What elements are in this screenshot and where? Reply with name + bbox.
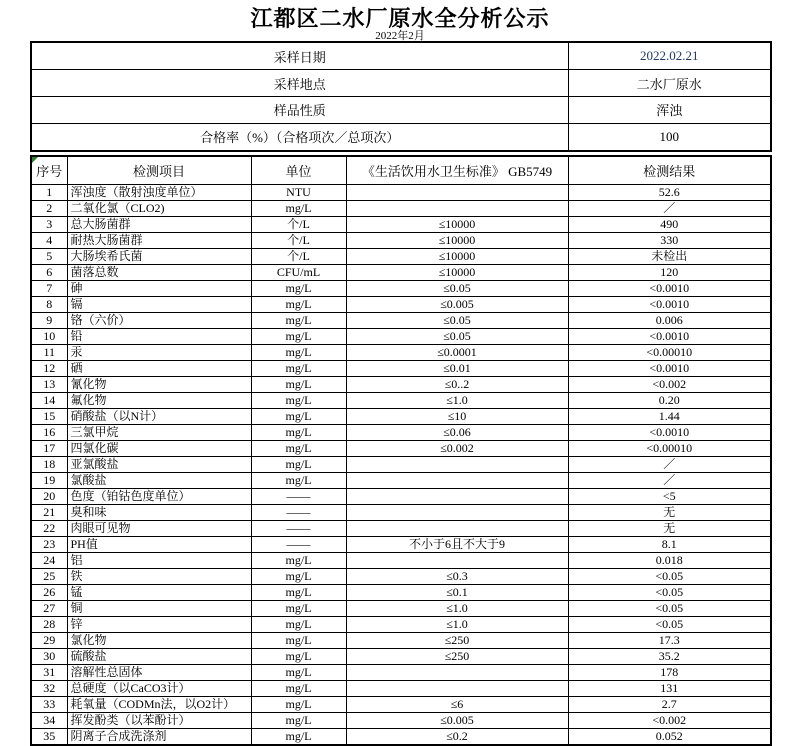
cell-index: 2 <box>31 201 67 217</box>
cell-item: 氯酸盐 <box>67 473 251 489</box>
cell-result: <0.00010 <box>568 441 771 457</box>
cell-standard: ≤0.3 <box>346 569 568 585</box>
cell-unit: mg/L <box>251 329 346 345</box>
cell-standard: ≤0.005 <box>346 713 568 729</box>
cell-unit: mg/L <box>251 681 346 697</box>
cell-unit: mg/L <box>251 697 346 713</box>
table-row <box>31 665 771 681</box>
cell-unit: mg/L <box>251 601 346 617</box>
table-row <box>31 313 771 329</box>
cell-index: 18 <box>31 457 67 473</box>
cell-unit: mg/L <box>251 633 346 649</box>
cell-unit: —— <box>251 505 346 521</box>
cell-index: 24 <box>31 553 67 569</box>
cell-unit: CFU/mL <box>251 265 346 281</box>
cell-index: 32 <box>31 681 67 697</box>
page-subtitle: 2022年2月 <box>375 30 425 42</box>
cell-standard: ≤1.0 <box>346 601 568 617</box>
cell-index: 22 <box>31 521 67 537</box>
results-header-row <box>31 156 771 185</box>
cell-standard: ≤0.05 <box>346 313 568 329</box>
cell-index: 16 <box>31 425 67 441</box>
cell-result: <5 <box>568 489 771 505</box>
cell-standard: ≤0.1 <box>346 585 568 601</box>
cell-item: 氰化物 <box>67 377 251 393</box>
cell-index: 27 <box>31 601 67 617</box>
cell-item: 锌 <box>67 617 251 633</box>
cell-unit: mg/L <box>251 473 346 489</box>
cell-index: 14 <box>31 393 67 409</box>
cell-standard <box>346 201 568 217</box>
table-row <box>31 377 771 393</box>
table-row <box>31 361 771 377</box>
cell-standard: ≤10000 <box>346 265 568 281</box>
cell-unit: mg/L <box>251 585 346 601</box>
cell-standard <box>346 681 568 697</box>
info-label: 采样日期 <box>31 42 568 70</box>
cell-unit: mg/L <box>251 617 346 633</box>
cell-item: 色度（铂钴色度单位） <box>67 489 251 505</box>
table-row <box>31 345 771 361</box>
info-label: 样品性质 <box>31 96 568 123</box>
cell-standard <box>346 457 568 473</box>
table-row <box>31 297 771 313</box>
cell-standard: ≤0.0001 <box>346 345 568 361</box>
info-label: 采样地点 <box>31 70 568 97</box>
cell-standard: 不小于6且不大于9 <box>346 537 568 553</box>
cell-result: <0.05 <box>568 569 771 585</box>
cell-result: 8.1 <box>568 537 771 553</box>
cell-unit: NTU <box>251 185 346 201</box>
cell-item: 耗氧量（CODMn法，以O2计） <box>67 697 251 713</box>
cell-unit: mg/L <box>251 409 346 425</box>
cell-standard <box>346 489 568 505</box>
cell-standard: ≤10 <box>346 409 568 425</box>
cell-item: 菌落总数 <box>67 265 251 281</box>
table-row <box>31 201 771 217</box>
cell-standard: ≤6 <box>346 697 568 713</box>
cell-result: 330 <box>568 233 771 249</box>
cell-result: ／ <box>568 473 771 489</box>
cell-result: ／ <box>568 457 771 473</box>
cell-item: 汞 <box>67 345 251 361</box>
cell-item: 铬（六价） <box>67 313 251 329</box>
table-row <box>31 409 771 425</box>
cell-unit: mg/L <box>251 345 346 361</box>
table-row <box>31 633 771 649</box>
cell-index: 3 <box>31 217 67 233</box>
cell-unit: mg/L <box>251 569 346 585</box>
excel-corner-marker-icon <box>32 157 38 163</box>
cell-standard: ≤1.0 <box>346 617 568 633</box>
cell-index: 35 <box>31 729 67 746</box>
cell-standard <box>346 505 568 521</box>
cell-standard: ≤10000 <box>346 249 568 265</box>
cell-item: 铝 <box>67 553 251 569</box>
cell-unit: 个/L <box>251 249 346 265</box>
cell-item: 大肠埃希氏菌 <box>67 249 251 265</box>
cell-result: <0.05 <box>568 601 771 617</box>
cell-standard: ≤0.2 <box>346 729 568 746</box>
cell-item: 镉 <box>67 297 251 313</box>
table-row <box>31 457 771 473</box>
info-value: 2022.02.21 <box>568 42 771 70</box>
cell-unit: mg/L <box>251 665 346 681</box>
cell-index: 13 <box>31 377 67 393</box>
cell-unit: mg/L <box>251 441 346 457</box>
table-row <box>31 713 771 729</box>
info-row <box>31 42 771 70</box>
table-row <box>31 233 771 249</box>
cell-unit: mg/L <box>251 425 346 441</box>
cell-item: 肉眼可见物 <box>67 521 251 537</box>
cell-standard: ≤0.05 <box>346 329 568 345</box>
cell-result: <0.05 <box>568 585 771 601</box>
col-header-item: 检测项目 <box>67 156 251 185</box>
table-row <box>31 505 771 521</box>
cell-item: 锰 <box>67 585 251 601</box>
table-row <box>31 681 771 697</box>
table-row <box>31 249 771 265</box>
cell-standard <box>346 521 568 537</box>
cell-index: 28 <box>31 617 67 633</box>
cell-result: 0.018 <box>568 553 771 569</box>
cell-unit: mg/L <box>251 377 346 393</box>
cell-unit: mg/L <box>251 313 346 329</box>
cell-standard <box>346 665 568 681</box>
cell-index: 20 <box>31 489 67 505</box>
cell-unit: —— <box>251 489 346 505</box>
cell-index: 5 <box>31 249 67 265</box>
cell-result: <0.0010 <box>568 361 771 377</box>
table-row <box>31 473 771 489</box>
table-row <box>31 521 771 537</box>
cell-unit: —— <box>251 521 346 537</box>
info-table <box>30 41 772 152</box>
cell-item: 砷 <box>67 281 251 297</box>
cell-result: 未检出 <box>568 249 771 265</box>
cell-result: 490 <box>568 217 771 233</box>
cell-standard: ≤10000 <box>346 233 568 249</box>
cell-unit: mg/L <box>251 729 346 746</box>
cell-index: 12 <box>31 361 67 377</box>
col-header-standard: 《生活饮用水卫生标准》 GB5749 <box>346 156 568 185</box>
col-header-unit: 单位 <box>251 156 346 185</box>
cell-result: 无 <box>568 521 771 537</box>
cell-index: 15 <box>31 409 67 425</box>
cell-index: 17 <box>31 441 67 457</box>
cell-unit: mg/L <box>251 457 346 473</box>
cell-result: 0.20 <box>568 393 771 409</box>
cell-item: 铅 <box>67 329 251 345</box>
cell-index: 29 <box>31 633 67 649</box>
cell-item: 二氧化氯（CLO2) <box>67 201 251 217</box>
cell-standard: ≤0.06 <box>346 425 568 441</box>
cell-result: 131 <box>568 681 771 697</box>
cell-standard: ≤250 <box>346 633 568 649</box>
cell-result: <0.0010 <box>568 329 771 345</box>
cell-item: 氯化物 <box>67 633 251 649</box>
results-table <box>30 155 772 746</box>
table-row <box>31 425 771 441</box>
table-row <box>31 697 771 713</box>
table-row <box>31 729 771 746</box>
table-row <box>31 329 771 345</box>
cell-unit: 个/L <box>251 217 346 233</box>
table-row <box>31 537 771 553</box>
cell-standard <box>346 553 568 569</box>
table-row <box>31 617 771 633</box>
info-value: 100 <box>568 123 771 151</box>
cell-item: 铜 <box>67 601 251 617</box>
col-header-index <box>31 156 67 185</box>
cell-unit: —— <box>251 537 346 553</box>
cell-item: 铁 <box>67 569 251 585</box>
cell-result: 1.44 <box>568 409 771 425</box>
info-table-body <box>31 42 771 151</box>
cell-result: ／ <box>568 201 771 217</box>
cell-result: 0.006 <box>568 313 771 329</box>
cell-index: 10 <box>31 329 67 345</box>
cell-index: 7 <box>31 281 67 297</box>
cell-result: <0.0010 <box>568 281 771 297</box>
cell-item: 亚氯酸盐 <box>67 457 251 473</box>
info-row <box>31 96 771 123</box>
table-row <box>31 265 771 281</box>
cell-unit: mg/L <box>251 297 346 313</box>
cell-item: 氟化物 <box>67 393 251 409</box>
results-table-body <box>31 185 771 746</box>
cell-unit: mg/L <box>251 281 346 297</box>
cell-index: 26 <box>31 585 67 601</box>
cell-item: 三氯甲烷 <box>67 425 251 441</box>
cell-index: 8 <box>31 297 67 313</box>
cell-result: 2.7 <box>568 697 771 713</box>
cell-item: 阴离子合成洗涤剂 <box>67 729 251 746</box>
cell-index: 30 <box>31 649 67 665</box>
cell-item: 溶解性总固体 <box>67 665 251 681</box>
cell-standard <box>346 185 568 201</box>
cell-item: 总大肠菌群 <box>67 217 251 233</box>
cell-index: 21 <box>31 505 67 521</box>
cell-index: 23 <box>31 537 67 553</box>
cell-result: 178 <box>568 665 771 681</box>
info-row <box>31 70 771 97</box>
table-row <box>31 185 771 201</box>
col-header-result: 检测结果 <box>568 156 771 185</box>
cell-standard: ≤0..2 <box>346 377 568 393</box>
table-row <box>31 601 771 617</box>
cell-unit: mg/L <box>251 201 346 217</box>
cell-result: 35.2 <box>568 649 771 665</box>
cell-unit: mg/L <box>251 553 346 569</box>
cell-result: 0.052 <box>568 729 771 746</box>
cell-item: 四氯化碳 <box>67 441 251 457</box>
page-title: 江都区二水厂原水全分析公示 <box>250 6 550 31</box>
info-value: 二水厂原水 <box>568 70 771 97</box>
cell-standard: ≤0.005 <box>346 297 568 313</box>
cell-result: <0.002 <box>568 377 771 393</box>
cell-result: 120 <box>568 265 771 281</box>
cell-standard: ≤250 <box>346 649 568 665</box>
table-row <box>31 441 771 457</box>
cell-standard: ≤0.05 <box>346 281 568 297</box>
cell-item: 臭和味 <box>67 505 251 521</box>
info-value: 浑浊 <box>568 96 771 123</box>
cell-index: 11 <box>31 345 67 361</box>
table-row <box>31 569 771 585</box>
cell-result: <0.0010 <box>568 425 771 441</box>
cell-result: 17.3 <box>568 633 771 649</box>
cell-index: 4 <box>31 233 67 249</box>
cell-result: <0.0010 <box>568 297 771 313</box>
cell-item: 硒 <box>67 361 251 377</box>
cell-item: 硫酸盐 <box>67 649 251 665</box>
cell-index: 33 <box>31 697 67 713</box>
cell-standard: ≤0.002 <box>346 441 568 457</box>
col-header-index-label: 序号 <box>36 164 63 179</box>
cell-index: 34 <box>31 713 67 729</box>
table-row <box>31 393 771 409</box>
table-row <box>31 649 771 665</box>
cell-result: <0.00010 <box>568 345 771 361</box>
cell-result: <0.002 <box>568 713 771 729</box>
cell-item: 挥发酚类（以苯酚计） <box>67 713 251 729</box>
cell-item: PH值 <box>67 537 251 553</box>
table-row <box>31 281 771 297</box>
cell-unit: mg/L <box>251 649 346 665</box>
cell-unit: mg/L <box>251 713 346 729</box>
cell-standard <box>346 473 568 489</box>
cell-result: 52.6 <box>568 185 771 201</box>
info-label: 合格率（%）（合格项次／总项次） <box>31 123 568 151</box>
cell-unit: mg/L <box>251 393 346 409</box>
cell-index: 31 <box>31 665 67 681</box>
cell-result: 无 <box>568 505 771 521</box>
table-row <box>31 553 771 569</box>
cell-index: 19 <box>31 473 67 489</box>
cell-standard: ≤0.01 <box>346 361 568 377</box>
info-row <box>31 123 771 151</box>
cell-index: 1 <box>31 185 67 201</box>
cell-standard: ≤1.0 <box>346 393 568 409</box>
cell-item: 总硬度（以CaCO3计） <box>67 681 251 697</box>
table-row <box>31 217 771 233</box>
cell-index: 9 <box>31 313 67 329</box>
cell-item: 硝酸盐（以N计） <box>67 409 251 425</box>
cell-unit: 个/L <box>251 233 346 249</box>
table-row <box>31 585 771 601</box>
cell-unit: mg/L <box>251 361 346 377</box>
cell-result: <0.05 <box>568 617 771 633</box>
cell-index: 6 <box>31 265 67 281</box>
cell-index: 25 <box>31 569 67 585</box>
cell-item: 耐热大肠菌群 <box>67 233 251 249</box>
cell-item: 浑浊度（散射浊度单位） <box>67 185 251 201</box>
table-row <box>31 489 771 505</box>
cell-standard: ≤10000 <box>346 217 568 233</box>
